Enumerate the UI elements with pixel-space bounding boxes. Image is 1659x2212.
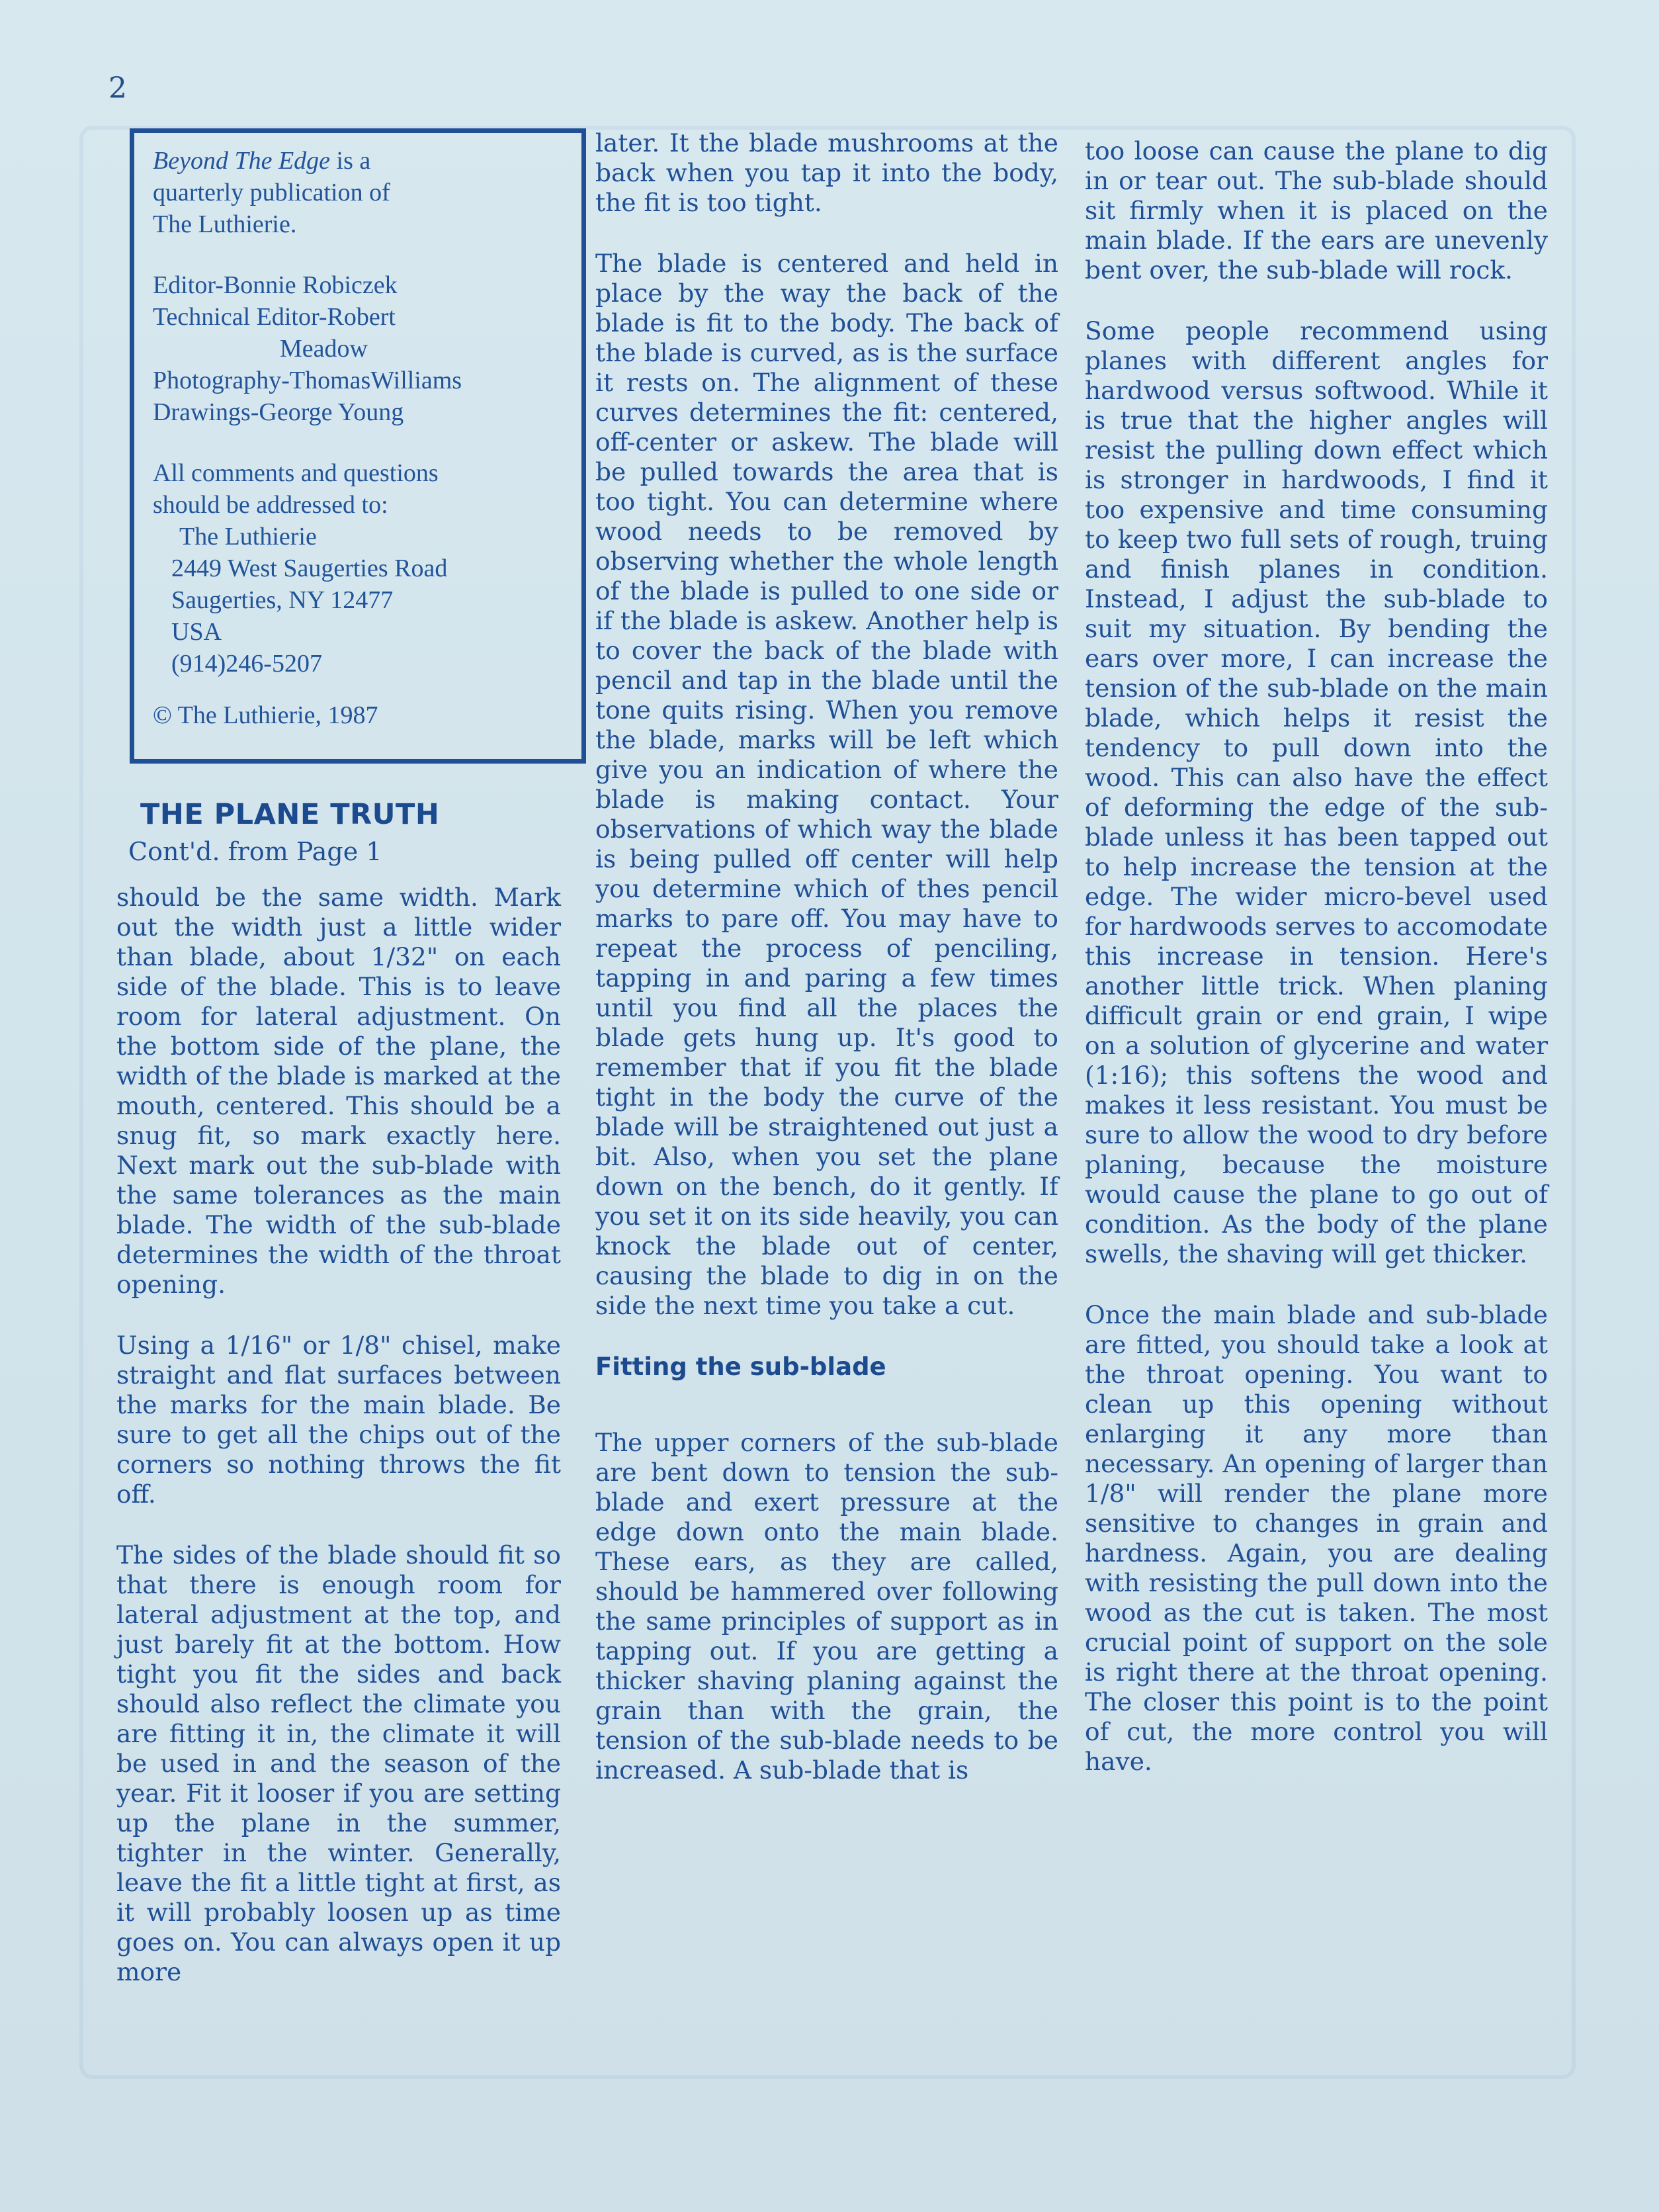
continued-note: Cont'd. from Page 1: [128, 837, 382, 866]
publication-title: Beyond The Edge: [153, 147, 331, 175]
editor-credit: Editor-Bonnie Robiczek: [153, 271, 398, 299]
column-3: [1085, 136, 1548, 1777]
column-2: [595, 128, 1058, 1785]
drawings-credit: Drawings-George Young: [153, 398, 404, 426]
paragraph: The sides of the blade should fit so that there is enough room for lateral adjustment at the top, and just barely fit at the bottom. How tight you fit the sides and back should also reflect the climate you are fitting it in, the climate it will be used in and the season of the year. Fit it looser if you are setting up the plane in the summer, tighter in the winter. Generally, leave the fit a little tight at first, as it will probably loosen up as time goes on. You can always open it up more: [116, 1540, 561, 1986]
paragraph: Some people recommend using planes with different angles for hardwood versus softwood. While it is true that the higher angles will resist the pulling down effect which is stronger in hardwoods, I find it too expensive and time consuming to keep two full sets of rough, truing and finish planes in condition. Instead, I adjust the sub-blade to suit my situation. By bending the ears over more, I can increase the tension of the sub-blade on the main blade, which helps it resist the tendency to pull down into the wood. This can also have the effect of deforming the edge of the sub-blade unless it has been tapped out to help increase the tension at the edge. The wider micro-bevel used for hardwoods serves to accomodate this increase in tension. Here's another little trick. When planing difficult grain or end grain, I wipe on a solution of glycerine and water (1:16); this softens the wood and makes it less resistant. You must be sure to allow the wood to dry before planing, because the moisture would cause the plane to go out of condition. As the body of the plane swells, the shaving will get thicker.: [1085, 316, 1548, 1268]
address-city: Saugerties, NY 12477: [171, 586, 394, 614]
paragraph: later. It the blade mushrooms at the back when you tap it into the body, the fit is too tight.: [595, 128, 1058, 217]
address-phone: (914)246-5207: [171, 650, 322, 678]
tech-editor-credit-cont: Meadow: [280, 335, 368, 363]
paragraph: should be the same width. Mark out the width just a little wider than blade, about 1/32" on each side of the blade. This is to leave room for lateral adjustment. On the bottom side of the plane, the width of the blade is marked at the mouth, centered. This should be a snug fit, so mark exactly here. Next mark out the sub-blade with the same tolerances as the main blade. The width of the sub-blade determines the width of the throat opening.: [116, 883, 561, 1299]
address-country: USA: [171, 618, 222, 646]
masthead-box: [130, 128, 586, 764]
paragraph: Once the main blade and sub-blade are fitted, you should take a look at the throat opening. You want to clean up this opening without enlarging it any more than necessary. An opening of larger than 1/8" will render the plane more sensitive to changes in grain and hardness. Again, you are dealing with resisting the pull down into the wood as the cut is taken. The most crucial point of support on the sole is right there at the throat opening. The closer this point is to the point of cut, the more control you will have.: [1085, 1300, 1548, 1776]
address-name: The Luthierie: [179, 523, 317, 551]
column-1: [116, 883, 561, 1987]
photography-credit: Photography-ThomasWilliams: [153, 367, 462, 394]
section-heading: Fitting the sub-blade: [595, 1352, 886, 1381]
article-title: THE PLANE TRUTH: [140, 798, 440, 831]
page-number: 2: [108, 71, 127, 105]
masthead-pub-line2: quarterly publication of: [153, 179, 390, 206]
masthead-pub-line1: Beyond The Edge is a: [153, 147, 371, 175]
paragraph: too loose can cause the plane to dig in or tear out. The sub-blade should sit firmly when it is placed on the main blade. If the ears are unevenly bent over, the sub-blade will rock.: [1085, 136, 1548, 285]
copyright-notice: © The Luthierie, 1987: [153, 701, 378, 729]
paragraph: Using a 1/16" or 1/8" chisel, make straight and flat surfaces between the marks for the main blade. Be sure to get all the chips out of the corners so nothing throws the fit off.: [116, 1331, 561, 1509]
address-street: 2449 West Saugerties Road: [171, 554, 448, 582]
paragraph: The blade is centered and held in place by the way the back of the blade is fit to the body. The back of the blade is curved, as is the surface it rests on. The alignment of these curves determines the fit: centered, off-center or askew. The blade will be pulled towards the area that is too tight. You can determine where wood needs to be removed by observing whether the whole length of the blade is pulled to one side or if the blade is askew. Another help is to cover the back of the blade with pencil and tap in the blade until the tone quits rising. When you remove the blade, marks will be left which give you an indication of where the blade is making contact. Your observations of which way the blade is being pulled off center will help you determine which of thes pencil marks to pare off. You may have to repeat the process of penciling, tapping in and paring a few times until you find all the places the blade gets hung up. It's good to remember that if you fit the blade tight in the body the curve of the blade will be straightened out just a bit. Also, when you set the plane down on the bench, do it gently. If you set it on its side heavily, you can knock the blade out of center, causing the blade to dig in on the side the next time you take a cut.: [595, 249, 1058, 1320]
comments-note-1: All comments and questions: [153, 459, 439, 487]
tech-editor-credit: Technical Editor-Robert: [153, 303, 396, 331]
masthead-pub-line3: The Luthierie.: [153, 210, 297, 238]
paragraph: The upper corners of the sub-blade are bent down to tension the sub-blade and exert pressure at the edge down onto the main blade. These ears, as they are called, should be hammered over following the same principles of support as in tapping out. If you are getting a thicker shaving planing against the grain than with the grain, the tension of the sub-blade needs to be increased. A sub-blade that is: [595, 1428, 1058, 1785]
comments-note-2: should be addressed to:: [153, 491, 388, 519]
